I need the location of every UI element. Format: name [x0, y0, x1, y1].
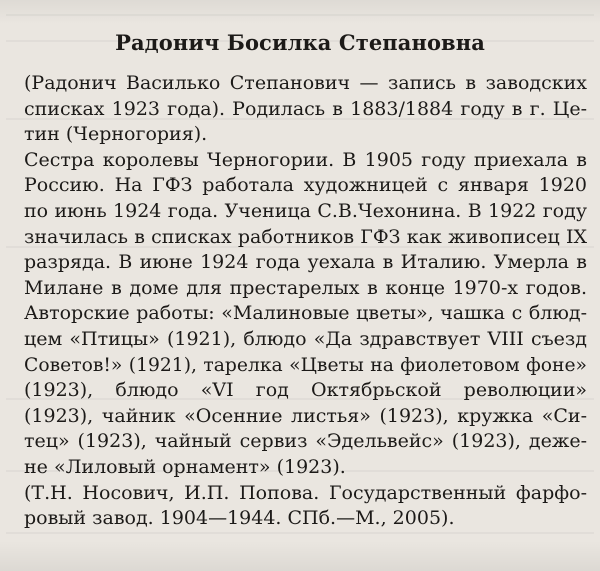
- text-line: (1923), блюдо «VI год Октябрьской революции»: [24, 379, 587, 402]
- entry-body: [24, 71, 587, 532]
- text-line: по июнь 1924 года. Ученица С.В.Чехонина. В 1922 году: [24, 199, 587, 222]
- text-line: (Т.Н. Носович, И.П. Попова. Государственный фарфо-: [24, 481, 587, 504]
- text-line: Милане в доме для престарелых в конце 1970-х годов.: [24, 276, 587, 299]
- text-line: списках 1923 года). Родилась в 1883/1884 году в г. Це-: [24, 97, 587, 120]
- text-line: значилась в списках работников ГФЗ как живописец IX: [24, 225, 587, 248]
- text-line: цем «Птицы» (1921), блюдо «Да здравствует VIII съезд: [24, 327, 587, 350]
- text-line: разряда. В июне 1924 года уехала в Италию. Умерла в: [24, 251, 587, 274]
- text-line: тец» (1923), чайный сервиз «Эдельвейс» (1923), деже-: [24, 430, 587, 453]
- text-line: (1923), чайник «Осенние листья» (1923), кружка «Си-: [24, 404, 587, 427]
- text-line: тин (Черногория).: [24, 123, 208, 146]
- text-line: Авторские работы: «Малиновые цветы», чашка с блюд-: [24, 302, 587, 325]
- entry-title: Радонич Босилка Степановна: [115, 30, 485, 55]
- text-line: Советов!» (1921), тарелка «Цветы на фиолетовом фоне»: [24, 354, 587, 376]
- text-line: ровый завод. 1904—1944. СПб.—М., 2005).: [24, 507, 455, 530]
- text-line: Сестра королевы Черногории. В 1905 году приехала в: [24, 148, 587, 171]
- text-line: (Радонич Василько Степанович — запись в заводских: [24, 72, 587, 94]
- text-line: Россию. На ГФЗ работала художницей с января 1920: [24, 174, 587, 197]
- text-line: не «Лиловый орнамент» (1923).: [24, 455, 346, 478]
